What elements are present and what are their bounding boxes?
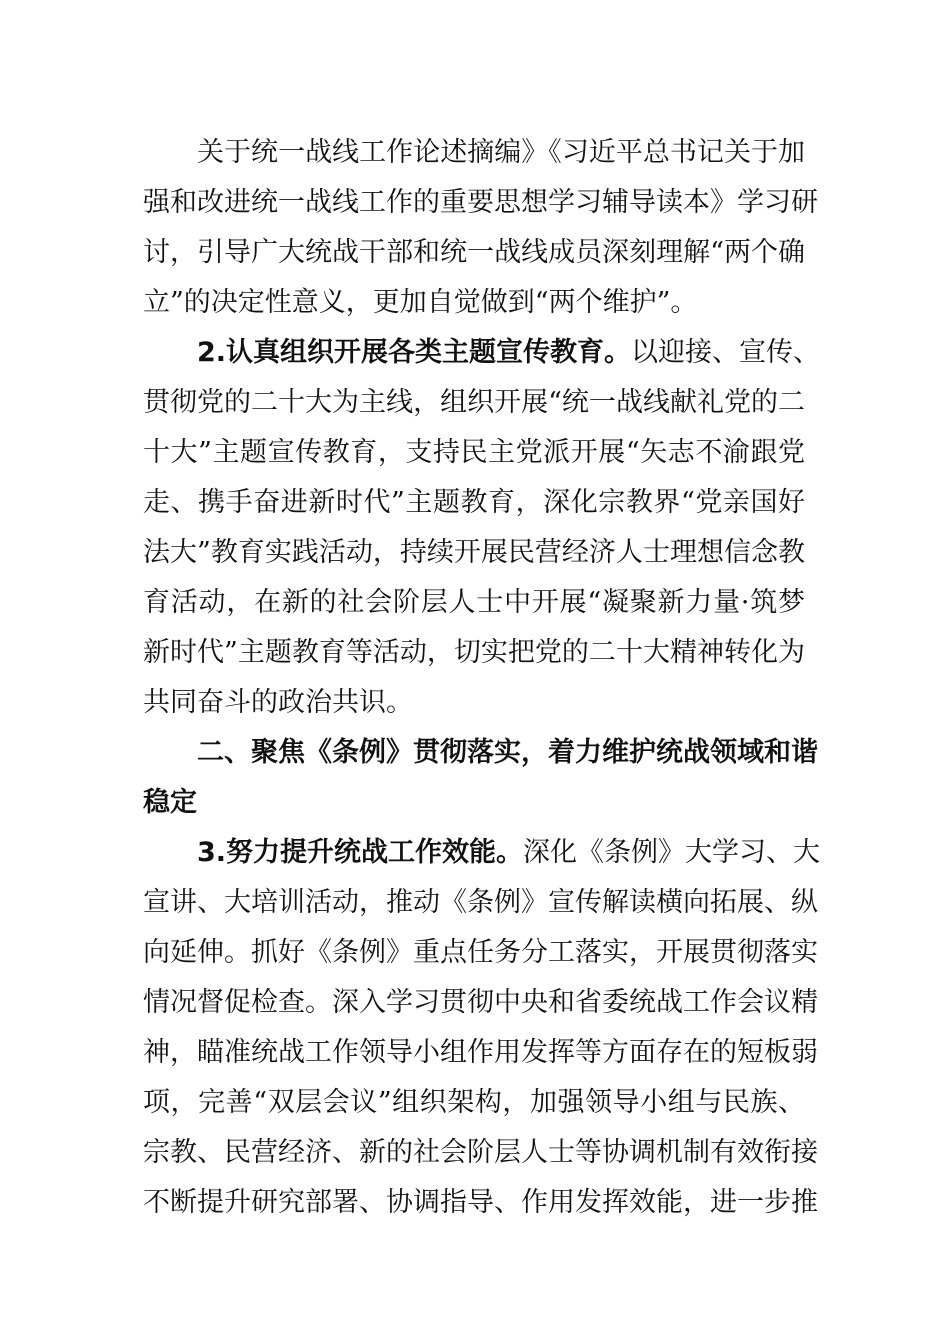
text-line: 强和改进统一战线工作的重要思想学习辅导读本》学习研 xyxy=(143,187,818,218)
text-line: 关于统一战线工作论述摘编》《习近平总书记关于加 xyxy=(197,137,805,168)
paragraph-item-2 xyxy=(143,328,821,728)
item-2-heading: 2.认真组织开展各类主题宣传教育。 xyxy=(197,337,632,368)
text-line: 十大”主题宣传教育，支持民主党派开展“矢志不渝跟党 xyxy=(143,437,805,468)
text-line: 宣讲、大培训活动，推动《条例》宣传解读横向拓展、纵 xyxy=(143,887,818,918)
text-line: 向延伸。抓好《条例》重点任务分工落实，开展贯彻落实 xyxy=(143,937,818,968)
text-line: 项，完善“双层会议”组织架构，加强领导小组与民族、 xyxy=(143,1087,805,1118)
paragraph-item-3 xyxy=(143,828,821,1228)
text-line: 讨，引导广大统战干部和统一战线成员深刻理解“两个确 xyxy=(143,237,805,268)
text-line xyxy=(143,328,821,378)
item-2-text: 以迎接、宣传、 xyxy=(631,337,821,368)
text-line xyxy=(143,828,821,878)
heading-line: 二、聚焦《条例》贯彻落实，着力维护统战领域和谐 xyxy=(197,737,818,768)
text-line: 情况督促检查。深入学习贯彻中央和省委统战工作会议精 xyxy=(143,987,818,1018)
text-line: 神，瞄准统战工作领导小组作用发挥等方面存在的短板弱 xyxy=(143,1037,818,1068)
text-line: 走、携手奋进新时代”主题教育，深化宗教界“党亲国好 xyxy=(143,487,805,518)
text-line: 共同奋斗的政治共识。 xyxy=(143,687,413,718)
text-line: 育活动，在新的社会阶层人士中开展“凝聚新力量·筑梦 xyxy=(143,587,805,618)
paragraph-intro xyxy=(143,128,818,328)
document-page xyxy=(143,128,821,1228)
text-line: 不断提升研究部署、协调指导、作用发挥效能，进一步推 xyxy=(143,1187,818,1218)
item-3-text: 深化《条例》大学习、大 xyxy=(523,837,821,868)
item-3-heading: 3.努力提升统战工作效能。 xyxy=(197,837,524,868)
section-heading xyxy=(143,728,818,828)
text-line: 宗教、民营经济、新的社会阶层人士等协调机制有效衔接 xyxy=(143,1137,818,1168)
heading-line: 稳定 xyxy=(143,787,197,818)
text-line: 法大”教育实践活动，持续开展民营经济人士理想信念教 xyxy=(143,537,805,568)
text-line: 贯彻党的二十大为主线，组织开展“统一战线献礼党的二 xyxy=(143,387,805,418)
text-line: 新时代”主题教育等活动，切实把党的二十大精神转化为 xyxy=(143,637,805,668)
text-line: 立”的决定性意义，更加自觉做到“两个维护”。 xyxy=(143,287,698,318)
